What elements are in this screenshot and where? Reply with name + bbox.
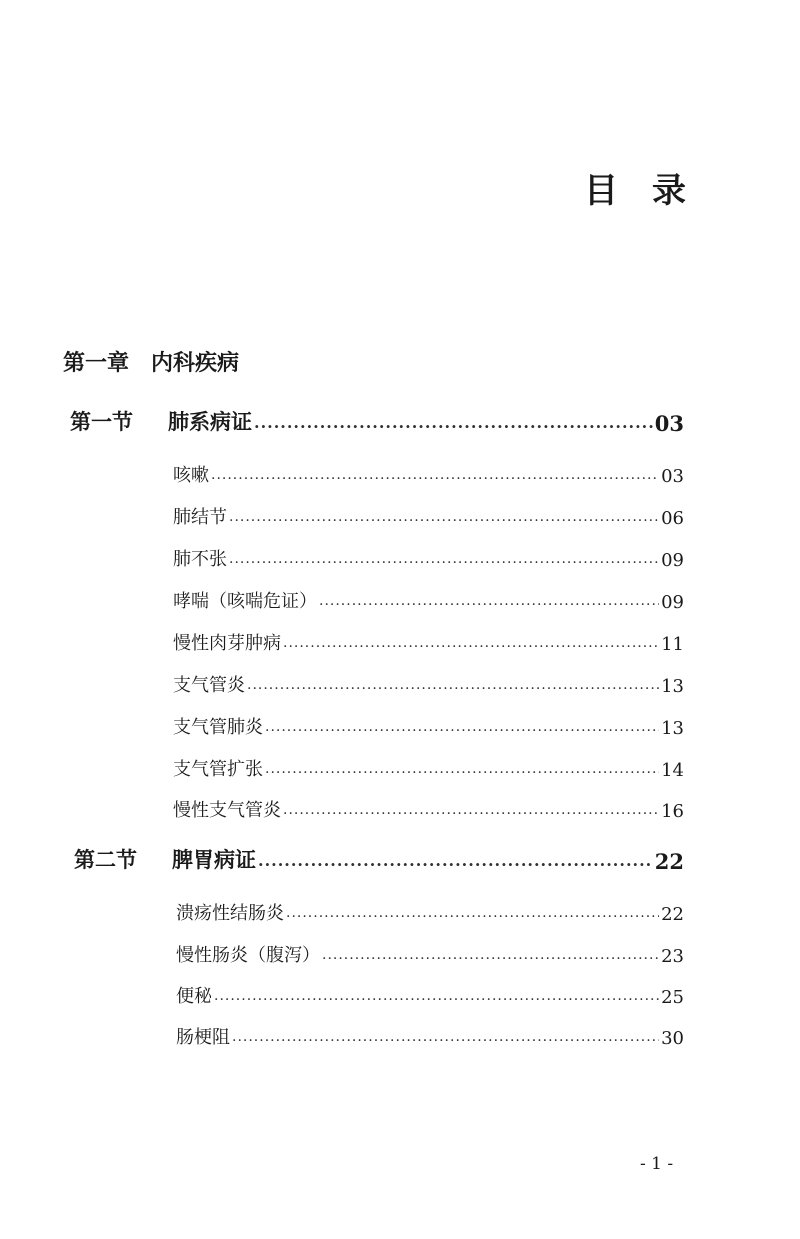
toc-entry-row[interactable] <box>173 543 684 571</box>
toc-entry-row[interactable] <box>176 980 684 1008</box>
dot-leader <box>283 636 659 655</box>
toc-section-row[interactable] <box>74 842 684 874</box>
dot-leader <box>322 948 659 967</box>
toc-entry-page: 06 <box>661 508 684 529</box>
dot-leader <box>247 678 659 697</box>
toc-entry-label: 支气管肺炎 <box>173 717 263 738</box>
toc-entry-label: 支气管炎 <box>173 675 245 696</box>
toc-entry-page: 16 <box>661 801 684 822</box>
chapter-name: 内科疾病 <box>151 350 240 376</box>
toc-entry-label: 溃疡性结肠炎 <box>176 903 284 924</box>
section-page-number: 03 <box>654 411 684 436</box>
toc-entry-label: 肠梗阻 <box>176 1027 230 1048</box>
toc-entry-page: 30 <box>661 1028 684 1049</box>
section-number: 第一节 <box>70 409 133 434</box>
toc-entry-label: 慢性肠炎（腹泻） <box>176 945 320 966</box>
toc-entry-page: 13 <box>661 676 684 697</box>
toc-entry-page: 14 <box>661 760 684 781</box>
toc-entry-label: 便秘 <box>176 986 212 1007</box>
toc-entry-label: 哮喘（咳喘危证） <box>173 591 317 612</box>
section-name: 脾胃病证 <box>172 847 256 872</box>
dot-leader <box>229 552 659 571</box>
toc-entry-label: 肺不张 <box>173 549 227 570</box>
toc-entry-row[interactable] <box>173 585 684 613</box>
section-name: 肺系病证 <box>168 409 252 434</box>
toc-entry-label: 支气管扩张 <box>173 759 263 780</box>
chapter-heading <box>63 346 239 380</box>
toc-entry-row[interactable] <box>173 459 684 487</box>
toc-entry-page: 13 <box>661 718 684 739</box>
toc-entry-row[interactable] <box>173 669 684 697</box>
footer-page-number: - 1 - <box>640 1154 674 1174</box>
toc-entry-page: 03 <box>661 466 684 487</box>
toc-entry-row[interactable] <box>173 627 684 655</box>
toc-entry-label: 慢性支气管炎 <box>173 800 281 821</box>
dot-leader <box>211 468 659 487</box>
toc-entry-page: 25 <box>661 987 684 1008</box>
toc-entry-row[interactable] <box>173 501 684 529</box>
section-number: 第二节 <box>74 847 137 872</box>
toc-entry-page: 09 <box>661 550 684 571</box>
toc-section-row[interactable] <box>70 404 684 436</box>
dot-leader <box>286 906 659 925</box>
toc-entry-page: 22 <box>661 904 684 925</box>
toc-title-char-1: 目 <box>584 171 618 211</box>
toc-entry-page: 09 <box>661 592 684 613</box>
dot-leader <box>232 1030 659 1049</box>
dot-leader <box>283 803 659 822</box>
dot-leader <box>229 510 659 529</box>
toc-entry-row[interactable] <box>176 897 684 925</box>
dot-leader <box>254 415 653 436</box>
toc-entry-row[interactable] <box>176 939 684 967</box>
chapter-number: 第一章 <box>63 350 130 376</box>
toc-title <box>584 166 686 216</box>
dot-leader <box>214 989 659 1008</box>
dot-leader <box>265 762 659 781</box>
toc-entry-label: 咳嗽 <box>173 465 209 486</box>
section-page-number: 22 <box>654 849 684 874</box>
toc-entry-row[interactable] <box>176 1021 684 1049</box>
toc-entry-label: 肺结节 <box>173 507 227 528</box>
toc-entry-row[interactable] <box>173 794 684 822</box>
dot-leader <box>258 853 653 874</box>
dot-leader <box>319 594 659 613</box>
toc-entry-page: 11 <box>661 634 684 655</box>
toc-title-char-2: 录 <box>652 171 686 211</box>
toc-entry-page: 23 <box>661 946 684 967</box>
toc-entry-row[interactable] <box>173 753 684 781</box>
dot-leader <box>265 720 659 739</box>
toc-entry-row[interactable] <box>173 711 684 739</box>
toc-entry-label: 慢性肉芽肿病 <box>173 633 281 654</box>
